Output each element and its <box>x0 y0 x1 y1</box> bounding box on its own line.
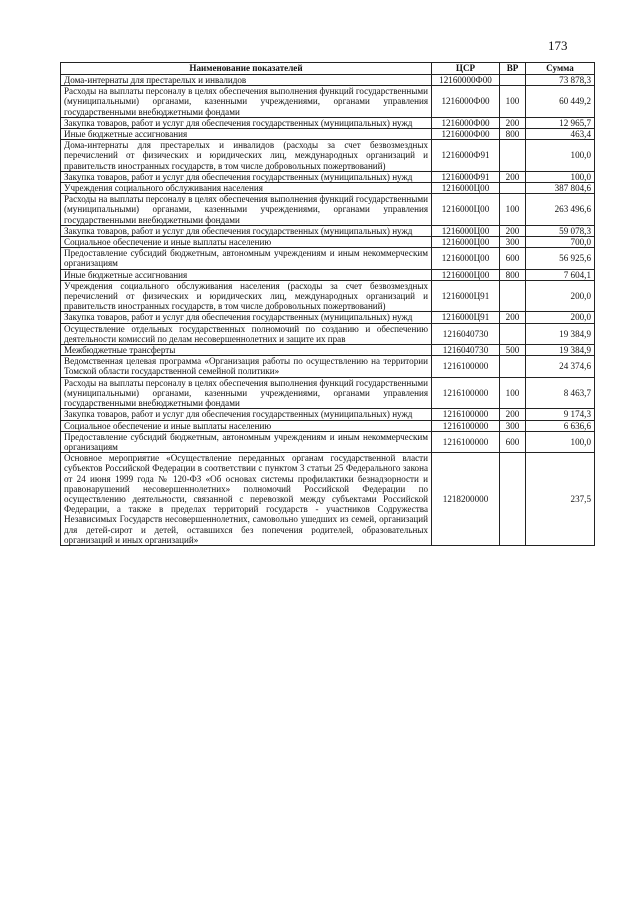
row-sum: 60 449,2 <box>526 86 595 118</box>
row-csr: 1216000Ц00 <box>432 183 500 194</box>
row-sum: 263 496,6 <box>526 194 595 226</box>
row-sum: 700,0 <box>526 237 595 248</box>
row-vr <box>500 75 526 86</box>
table-row <box>61 248 595 269</box>
table-row <box>61 377 595 409</box>
row-sum: 73 878,3 <box>526 75 595 86</box>
row-name: Предоставление субсидий бюджетным, автономным учреждениям и иным некоммерческим организациям <box>61 431 432 452</box>
row-vr: 800 <box>500 129 526 140</box>
row-vr <box>500 356 526 377</box>
table-row <box>61 409 595 420</box>
row-name: Закупка товаров, работ и услуг для обеспечения государственных (муниципальных) нужд <box>61 171 432 182</box>
row-csr: 1216000Ц00 <box>432 248 500 269</box>
row-sum: 59 078,3 <box>526 225 595 236</box>
row-vr: 200 <box>500 312 526 323</box>
table-row <box>61 237 595 248</box>
table-row <box>61 129 595 140</box>
row-vr: 600 <box>500 248 526 269</box>
row-csr: 1216000Ф91 <box>432 140 500 172</box>
row-name: Расходы на выплаты персоналу в целях обеспечения выполнения функций государственными (муниципальными) органами, казенными учреждениями, органами управления государственными внебюджетными фондами <box>61 377 432 409</box>
row-sum: 24 374,6 <box>526 356 595 377</box>
table-body <box>61 75 595 546</box>
table-header-row <box>61 63 595 75</box>
row-csr: 1216000Ф00 <box>432 86 500 118</box>
row-csr: 1216000Ц91 <box>432 280 500 312</box>
row-vr: 300 <box>500 420 526 431</box>
row-name: Учреждения социального обслуживания населения <box>61 183 432 194</box>
table-row <box>61 86 595 118</box>
row-vr: 100 <box>500 86 526 118</box>
row-name: Расходы на выплаты персоналу в целях обеспечения выполнения функций государственными (муниципальными) органами, казенными учреждениями, органами управления государственными внебюджетными фондами <box>61 86 432 118</box>
row-vr: 200 <box>500 225 526 236</box>
row-vr <box>500 280 526 312</box>
row-sum: 19 384,9 <box>526 323 595 344</box>
table-row <box>61 420 595 431</box>
row-vr: 200 <box>500 409 526 420</box>
table-row <box>61 194 595 226</box>
row-name: Иные бюджетные ассигнования <box>61 269 432 280</box>
header-sum: Сумма <box>526 63 595 75</box>
row-sum: 6 636,6 <box>526 420 595 431</box>
row-name: Закупка товаров, работ и услуг для обеспечения государственных (муниципальных) нужд <box>61 312 432 323</box>
row-name: Социальное обеспечение и иные выплаты населению <box>61 237 432 248</box>
row-vr: 600 <box>500 431 526 452</box>
budget-table <box>60 62 595 546</box>
row-csr: 1216000Ц91 <box>432 312 500 323</box>
row-vr: 200 <box>500 171 526 182</box>
row-name: Осуществление отдельных государственных полномочий по созданию и обеспечению деятельности комиссий по делам несовершеннолетних и защите их прав <box>61 323 432 344</box>
row-name: Учреждения социального обслуживания населения (расходы за счет безвозмездных перечислений от физических и юридических лиц, международных организаций и правительств иностранных государств, в том числе добровольных пожертвований) <box>61 280 432 312</box>
table-row <box>61 269 595 280</box>
header-name: Наименование показателей <box>61 63 432 75</box>
table-row <box>61 431 595 452</box>
row-sum: 387 804,6 <box>526 183 595 194</box>
row-name: Закупка товаров, работ и услуг для обеспечения государственных (муниципальных) нужд <box>61 117 432 128</box>
row-sum: 237,5 <box>526 453 595 546</box>
row-sum: 200,0 <box>526 280 595 312</box>
row-sum: 8 463,7 <box>526 377 595 409</box>
row-vr: 500 <box>500 345 526 356</box>
row-csr: 1216000Ц00 <box>432 269 500 280</box>
header-csr: ЦСР <box>432 63 500 75</box>
row-csr: 1216000Ц00 <box>432 225 500 236</box>
row-vr <box>500 453 526 546</box>
page-number: 173 <box>548 38 568 53</box>
row-name: Ведомственная целевая программа «Организация работы по осуществлению на территории Томской области государственной семейной политики» <box>61 356 432 377</box>
row-vr: 800 <box>500 269 526 280</box>
row-csr: 1216040730 <box>432 345 500 356</box>
row-name: Дома-интернаты для престарелых и инвалидов <box>61 75 432 86</box>
row-csr: 1216000Ф00 <box>432 129 500 140</box>
row-csr: 1216100000 <box>432 431 500 452</box>
row-csr: 1216100000 <box>432 409 500 420</box>
header-vr: ВР <box>500 63 526 75</box>
row-csr: 1216000Ф00 <box>432 117 500 128</box>
table-row <box>61 323 595 344</box>
row-csr: 12160000Ф00 <box>432 75 500 86</box>
table-row <box>61 312 595 323</box>
row-name: Межбюджетные трансферты <box>61 345 432 356</box>
row-sum: 100,0 <box>526 171 595 182</box>
row-name: Закупка товаров, работ и услуг для обеспечения государственных (муниципальных) нужд <box>61 225 432 236</box>
row-name: Закупка товаров, работ и услуг для обеспечения государственных (муниципальных) нужд <box>61 409 432 420</box>
row-sum: 100,0 <box>526 140 595 172</box>
table-row <box>61 280 595 312</box>
row-sum: 100,0 <box>526 431 595 452</box>
row-vr <box>500 323 526 344</box>
row-csr: 1216000Ц00 <box>432 194 500 226</box>
row-csr: 1216040730 <box>432 323 500 344</box>
row-sum: 19 384,9 <box>526 345 595 356</box>
row-name: Предоставление субсидий бюджетным, автономным учреждениям и иным некоммерческим организациям <box>61 248 432 269</box>
row-csr: 1218200000 <box>432 453 500 546</box>
row-sum: 463,4 <box>526 129 595 140</box>
table-row <box>61 225 595 236</box>
row-vr: 100 <box>500 377 526 409</box>
row-sum: 7 604,1 <box>526 269 595 280</box>
table-row <box>61 75 595 86</box>
row-sum: 12 965,7 <box>526 117 595 128</box>
row-vr: 100 <box>500 194 526 226</box>
row-name: Дома-интернаты для престарелых и инвалидов (расходы за счет безвозмездных перечислений от физических и юридических лиц, международных организаций и правительств иностранных государств, в том числе добровольных пожертвований) <box>61 140 432 172</box>
row-name: Основное мероприятие «Осуществление переданных органам государственной власти субъектов Российской Федерации в соответствии с пунктом 3 статьи 25 Федерального закона от 24 июня 1999 года № 120-ФЗ «Об основах системы профилактики безнадзорности и правонарушений несовершеннолетних» полномочий Российской Федерации по осуществлению деятельности, связанной с перевозкой между субъектами Российской Федерации, а также в пределах территорий государств - участников Содружества Независимых Государств несовершеннолетних, самовольно ушедших из семей, организаций для детей-сирот и детей, оставшихся без попечения родителей, образовательных организаций и иных организаций» <box>61 453 432 546</box>
table-row <box>61 345 595 356</box>
row-csr: 1216000Ц00 <box>432 237 500 248</box>
table-row <box>61 356 595 377</box>
row-name: Иные бюджетные ассигнования <box>61 129 432 140</box>
row-sum: 200,0 <box>526 312 595 323</box>
row-name: Социальное обеспечение и иные выплаты населению <box>61 420 432 431</box>
table-row <box>61 171 595 182</box>
row-csr: 1216100000 <box>432 420 500 431</box>
table-row <box>61 140 595 172</box>
row-sum: 9 174,3 <box>526 409 595 420</box>
row-vr: 300 <box>500 237 526 248</box>
row-csr: 1216100000 <box>432 377 500 409</box>
row-vr <box>500 140 526 172</box>
row-vr: 200 <box>500 117 526 128</box>
row-name: Расходы на выплаты персоналу в целях обеспечения выполнения функций государственными (муниципальными) органами, казенными учреждениями, органами управления государственными внебюджетными фондами <box>61 194 432 226</box>
table-row <box>61 117 595 128</box>
row-csr: 1216000Ф91 <box>432 171 500 182</box>
row-csr: 1216100000 <box>432 356 500 377</box>
row-vr <box>500 183 526 194</box>
row-sum: 56 925,6 <box>526 248 595 269</box>
table-row <box>61 183 595 194</box>
table-row <box>61 453 595 546</box>
